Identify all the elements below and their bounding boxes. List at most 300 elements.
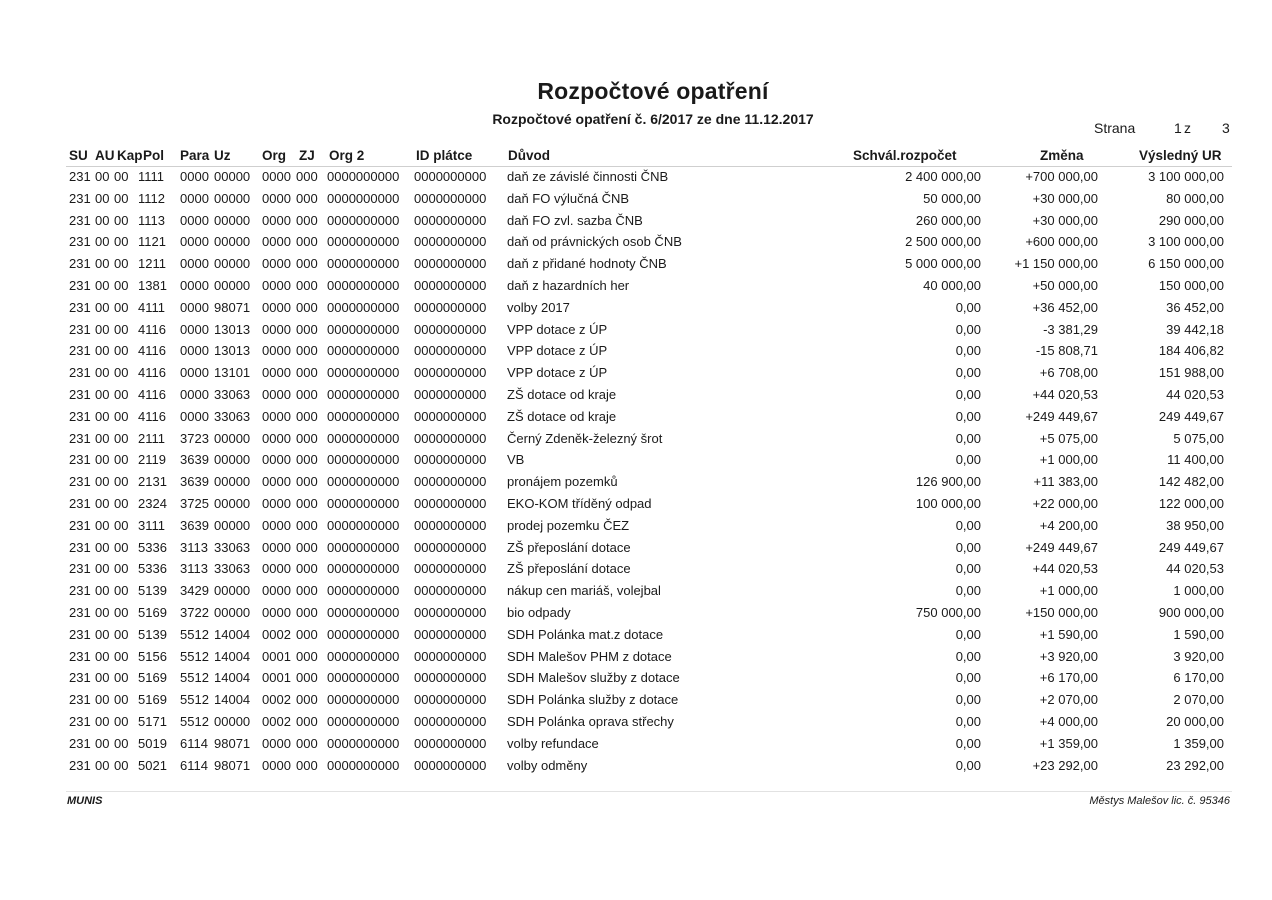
cell-zj: 000 [296,735,318,751]
cell-para: 5512 [180,670,209,686]
cell-vysledny: 1 000,00 [1173,583,1224,599]
cell-kap: 00 [114,277,129,293]
cell-au: 00 [95,452,110,468]
header-duvod: Důvod [508,148,550,163]
cell-su: 231 [69,604,91,620]
cell-pol: 1121 [138,234,166,250]
cell-org: 0000 [262,212,291,228]
cell-schval: 5 000 000,00 [905,256,981,272]
table-row [0,711,1272,733]
cell-schval: 0,00 [955,517,981,533]
cell-vysledny: 38 950,00 [1166,517,1224,533]
cell-para: 0000 [180,299,209,315]
cell-uz: 13013 [214,321,251,337]
cell-uz: 13013 [214,343,251,359]
cell-zmena: +44 020,53 [1032,386,1098,402]
cell-au: 00 [95,277,110,293]
cell-zmena: +1 000,00 [1039,452,1098,468]
cell-duvod: daň od právnických osob ČNB [507,234,682,250]
cell-org: 0001 [262,648,291,664]
cell-duvod: EKO-KOM tříděný odpad [507,495,652,511]
cell-org2: 0000000000 [327,277,400,293]
cell-zj: 000 [296,539,318,555]
cell-id: 0000000000 [414,757,487,773]
cell-duvod: volby refundace [507,735,599,751]
cell-pol: 5169 [138,692,167,708]
cell-vysledny: 6 150 000,00 [1148,256,1224,272]
cell-org2: 0000000000 [327,626,400,642]
cell-org: 0000 [262,365,291,381]
cell-schval: 100 000,00 [915,495,981,511]
cell-su: 231 [69,256,91,272]
cell-para: 5512 [180,626,209,642]
cell-kap: 00 [114,321,129,337]
cell-org2: 0000000000 [327,495,400,511]
cell-kap: 00 [114,648,129,664]
cell-vysledny: 44 020,53 [1166,561,1224,577]
cell-schval: 2 400 000,00 [905,169,981,184]
cell-zj: 000 [296,648,318,664]
header-vysledny: Výsledný UR [1139,148,1222,163]
cell-uz: 14004 [214,648,251,664]
cell-pol: 5336 [138,539,167,555]
cell-org2: 0000000000 [327,583,400,599]
cell-org: 0000 [262,234,291,250]
cell-org: 0000 [262,517,291,533]
cell-kap: 00 [114,452,129,468]
cell-org2: 0000000000 [327,299,400,315]
cell-para: 3639 [180,517,209,533]
cell-zj: 000 [296,321,318,337]
table-row [0,755,1272,777]
header-uz: Uz [214,148,231,163]
cell-org: 0000 [262,256,291,272]
cell-para: 3639 [180,452,209,468]
cell-schval: 0,00 [955,648,981,664]
cell-schval: 0,00 [955,299,981,315]
cell-org2: 0000000000 [327,234,400,250]
cell-au: 00 [95,539,110,555]
cell-org2: 0000000000 [327,365,400,381]
cell-pol: 2119 [138,452,166,468]
cell-pol: 4116 [138,343,166,359]
cell-org: 0000 [262,539,291,555]
cell-su: 231 [69,648,91,664]
cell-id: 0000000000 [414,408,487,424]
cell-su: 231 [69,299,91,315]
cell-au: 00 [95,692,110,708]
cell-vysledny: 122 000,00 [1158,495,1224,511]
cell-au: 00 [95,495,110,511]
cell-org: 0000 [262,495,291,511]
header-pol: Pol [143,148,165,163]
cell-su: 231 [69,495,91,511]
cell-pol: 5171 [138,713,167,729]
table-row [0,449,1272,471]
cell-org: 0000 [262,583,291,599]
cell-au: 00 [95,648,110,664]
cell-pol: 5156 [138,648,167,664]
cell-org2: 0000000000 [327,408,400,424]
cell-vysledny: 36 452,00 [1166,299,1224,315]
cell-pol: 5019 [138,735,167,751]
cell-schval: 260 000,00 [915,212,981,228]
cell-id: 0000000000 [414,256,487,272]
cell-duvod: pronájem pozemků [507,474,618,490]
cell-org: 0000 [262,735,291,751]
page-total: 3 [1222,120,1230,136]
cell-vysledny: 1 359,00 [1173,735,1224,751]
table-row [0,471,1272,493]
cell-uz: 00000 [214,583,251,599]
cell-kap: 00 [114,692,129,708]
cell-au: 00 [95,321,110,337]
header-zj: ZJ [299,148,315,163]
cell-uz: 98071 [214,757,251,773]
cell-org: 0000 [262,757,291,773]
cell-vysledny: 151 988,00 [1158,365,1224,381]
cell-para: 0000 [180,365,209,381]
cell-vysledny: 290 000,00 [1158,212,1224,228]
cell-uz: 00000 [214,212,251,228]
cell-su: 231 [69,539,91,555]
cell-su: 231 [69,474,91,490]
cell-au: 00 [95,735,110,751]
cell-org: 0000 [262,321,291,337]
cell-zmena: +600 000,00 [1025,234,1098,250]
cell-para: 0000 [180,212,209,228]
cell-id: 0000000000 [414,169,487,184]
cell-vysledny: 184 406,82 [1158,343,1224,359]
cell-id: 0000000000 [414,735,487,751]
cell-kap: 00 [114,408,129,424]
cell-vysledny: 249 449,67 [1158,408,1224,424]
cell-zj: 000 [296,713,318,729]
cell-pol: 2111 [138,430,165,446]
cell-schval: 2 500 000,00 [905,234,981,250]
cell-schval: 0,00 [955,452,981,468]
cell-uz: 98071 [214,299,251,315]
cell-su: 231 [69,234,91,250]
cell-pol: 5139 [138,583,167,599]
cell-au: 00 [95,365,110,381]
cell-para: 0000 [180,408,209,424]
cell-para: 0000 [180,190,209,206]
cell-org2: 0000000000 [327,517,400,533]
cell-au: 00 [95,234,110,250]
table-row [0,646,1272,668]
table-row [0,253,1272,275]
cell-id: 0000000000 [414,495,487,511]
cell-org2: 0000000000 [327,604,400,620]
cell-zj: 000 [296,474,318,490]
cell-org: 0000 [262,386,291,402]
cell-schval: 0,00 [955,692,981,708]
cell-zj: 000 [296,583,318,599]
cell-uz: 00000 [214,256,251,272]
cell-id: 0000000000 [414,190,487,206]
cell-org: 0002 [262,692,291,708]
cell-para: 5512 [180,692,209,708]
cell-su: 231 [69,430,91,446]
cell-id: 0000000000 [414,670,487,686]
cell-id: 0000000000 [414,386,487,402]
cell-pol: 5169 [138,604,167,620]
cell-org2: 0000000000 [327,321,400,337]
cell-org2: 0000000000 [327,169,400,184]
cell-uz: 33063 [214,561,251,577]
cell-pol: 4116 [138,386,166,402]
cell-id: 0000000000 [414,648,487,664]
cell-vysledny: 3 100 000,00 [1148,234,1224,250]
cell-para: 3429 [180,583,209,599]
cell-vysledny: 80 000,00 [1166,190,1224,206]
cell-vysledny: 150 000,00 [1158,277,1224,293]
cell-kap: 00 [114,539,129,555]
cell-id: 0000000000 [414,234,487,250]
cell-kap: 00 [114,495,129,511]
cell-org2: 0000000000 [327,386,400,402]
cell-au: 00 [95,604,110,620]
cell-vysledny: 249 449,67 [1158,539,1224,555]
cell-org2: 0000000000 [327,474,400,490]
cell-pol: 2324 [138,495,167,511]
cell-pol: 1112 [138,190,165,206]
cell-pol: 4116 [138,365,166,381]
cell-au: 00 [95,343,110,359]
cell-pol: 1113 [138,212,165,228]
cell-vysledny: 900 000,00 [1158,604,1224,620]
table-row [0,362,1272,384]
cell-org: 0000 [262,430,291,446]
header-org2: Org 2 [329,148,365,163]
cell-para: 5512 [180,648,209,664]
cell-vysledny: 11 400,00 [1167,452,1224,468]
cell-kap: 00 [114,256,129,272]
cell-org2: 0000000000 [327,648,400,664]
cell-org2: 0000000000 [327,713,400,729]
cell-schval: 0,00 [955,626,981,642]
cell-kap: 00 [114,735,129,751]
table-row [0,340,1272,362]
cell-kap: 00 [114,365,129,381]
cell-zmena: +5 075,00 [1039,430,1098,446]
cell-au: 00 [95,517,110,533]
cell-zj: 000 [296,561,318,577]
cell-kap: 00 [114,386,129,402]
cell-uz: 00000 [214,713,251,729]
cell-zj: 000 [296,495,318,511]
cell-para: 0000 [180,386,209,402]
header-kap: Kap [117,148,143,163]
cell-org: 0000 [262,277,291,293]
cell-kap: 00 [114,169,129,184]
cell-zmena: -3 381,29 [1043,321,1098,337]
cell-duvod: daň FO zvl. sazba ČNB [507,212,643,228]
header-org: Org [262,148,287,163]
cell-au: 00 [95,757,110,773]
cell-zmena: +1 150 000,00 [1014,256,1098,272]
cell-duvod: SDH Polánka mat.z dotace [507,626,664,642]
cell-zj: 000 [296,256,318,272]
table-row [0,231,1272,253]
header-para: Para [180,148,210,163]
cell-para: 0000 [180,169,209,184]
cell-org: 0000 [262,452,291,468]
cell-id: 0000000000 [414,365,487,381]
table-row [0,558,1272,580]
cell-pol: 1381 [138,277,167,293]
cell-au: 00 [95,430,110,446]
cell-vysledny: 39 442,18 [1166,321,1224,337]
cell-kap: 00 [114,626,129,642]
cell-kap: 00 [114,474,129,490]
cell-para: 3723 [180,430,209,446]
cell-para: 3725 [180,495,209,511]
cell-id: 0000000000 [414,474,487,490]
cell-org2: 0000000000 [327,757,400,773]
cell-uz: 14004 [214,692,251,708]
cell-zmena: +2 070,00 [1039,692,1098,708]
cell-schval: 50 000,00 [923,190,981,206]
cell-duvod: nákup cen mariáš, volejbal [507,583,661,599]
cell-su: 231 [69,692,91,708]
cell-uz: 00000 [214,517,251,533]
cell-duvod: ZŠ dotace od kraje [507,386,617,402]
cell-para: 3113 [180,539,208,555]
cell-uz: 14004 [214,670,251,686]
cell-su: 231 [69,561,91,577]
cell-au: 00 [95,256,110,272]
cell-pol: 4116 [138,408,166,424]
cell-id: 0000000000 [414,277,487,293]
cell-org2: 0000000000 [327,190,400,206]
table-row [0,428,1272,450]
cell-uz: 14004 [214,626,251,642]
cell-schval: 0,00 [955,539,981,555]
cell-su: 231 [69,212,91,228]
cell-vysledny: 5 075,00 [1173,430,1224,446]
cell-kap: 00 [114,299,129,315]
cell-id: 0000000000 [414,583,487,599]
cell-org2: 0000000000 [327,561,400,577]
cell-pol: 1111 [138,169,165,184]
table-row [0,297,1272,319]
header-id: ID plátce [416,148,473,163]
cell-schval: 0,00 [955,408,981,424]
cell-zj: 000 [296,169,318,184]
cell-vysledny: 142 482,00 [1158,474,1224,490]
cell-schval: 40 000,00 [923,277,981,293]
cell-zj: 000 [296,670,318,686]
cell-pol: 4116 [138,321,166,337]
header-au: AU [95,148,115,163]
table-row [0,602,1272,624]
document-subtitle: Rozpočtové opatření č. 6/2017 ze dne 11.12.2017 [492,111,814,127]
cell-vysledny: 3 100 000,00 [1148,169,1224,184]
cell-schval: 0,00 [955,343,981,359]
cell-para: 0000 [180,343,209,359]
page-current: 1 [1174,120,1182,136]
cell-schval: 0,00 [955,561,981,577]
cell-schval: 0,00 [955,365,981,381]
cell-uz: 00000 [214,452,251,468]
cell-para: 6114 [180,735,208,751]
cell-schval: 126 900,00 [915,474,981,490]
cell-kap: 00 [114,517,129,533]
cell-org2: 0000000000 [327,692,400,708]
table-row [0,624,1272,646]
header-schval: Schvál.rozpočet [853,148,957,163]
cell-kap: 00 [114,713,129,729]
cell-su: 231 [69,626,91,642]
cell-id: 0000000000 [414,604,487,620]
cell-org2: 0000000000 [327,212,400,228]
cell-para: 3113 [180,561,208,577]
cell-duvod: Černý Zdeněk-železný šrot [507,430,663,446]
cell-para: 6114 [180,757,208,773]
cell-id: 0000000000 [414,321,487,337]
cell-org: 0000 [262,299,291,315]
cell-au: 00 [95,626,110,642]
cell-uz: 98071 [214,735,251,751]
cell-id: 0000000000 [414,626,487,642]
cell-zj: 000 [296,604,318,620]
cell-para: 0000 [180,234,209,250]
cell-vysledny: 20 000,00 [1166,713,1224,729]
cell-id: 0000000000 [414,561,487,577]
document-title: Rozpočtové opatření [537,78,769,104]
cell-org: 0001 [262,670,291,686]
cell-au: 00 [95,386,110,402]
cell-zmena: +4 200,00 [1039,517,1098,533]
cell-zmena: +30 000,00 [1032,212,1098,228]
cell-vysledny: 2 070,00 [1173,692,1224,708]
cell-au: 00 [95,670,110,686]
table-row [0,689,1272,711]
cell-duvod: ZŠ přeposlání dotace [507,539,631,555]
table-row [0,210,1272,232]
cell-id: 0000000000 [414,212,487,228]
cell-duvod: SDH Polánka služby z dotace [507,692,679,708]
cell-zj: 000 [296,343,318,359]
cell-uz: 00000 [214,604,251,620]
cell-schval: 0,00 [955,430,981,446]
cell-su: 231 [69,670,91,686]
cell-zmena: +30 000,00 [1032,190,1098,206]
cell-su: 231 [69,277,91,293]
cell-duvod: bio odpady [507,604,571,620]
cell-zj: 000 [296,190,318,206]
cell-pol: 5139 [138,626,167,642]
cell-su: 231 [69,583,91,599]
cell-zj: 000 [296,408,318,424]
cell-kap: 00 [114,430,129,446]
cell-para: 0000 [180,321,209,337]
cell-duvod: VPP dotace z ÚP [507,321,608,337]
cell-au: 00 [95,212,110,228]
cell-org: 0000 [262,190,291,206]
cell-org: 0000 [262,169,291,184]
cell-id: 0000000000 [414,713,487,729]
table-row [0,166,1272,188]
cell-org: 0002 [262,713,291,729]
cell-kap: 00 [114,561,129,577]
cell-su: 231 [69,735,91,751]
cell-zmena: +249 449,67 [1025,539,1098,555]
cell-uz: 00000 [214,234,251,250]
cell-zmena: +3 920,00 [1039,648,1098,664]
